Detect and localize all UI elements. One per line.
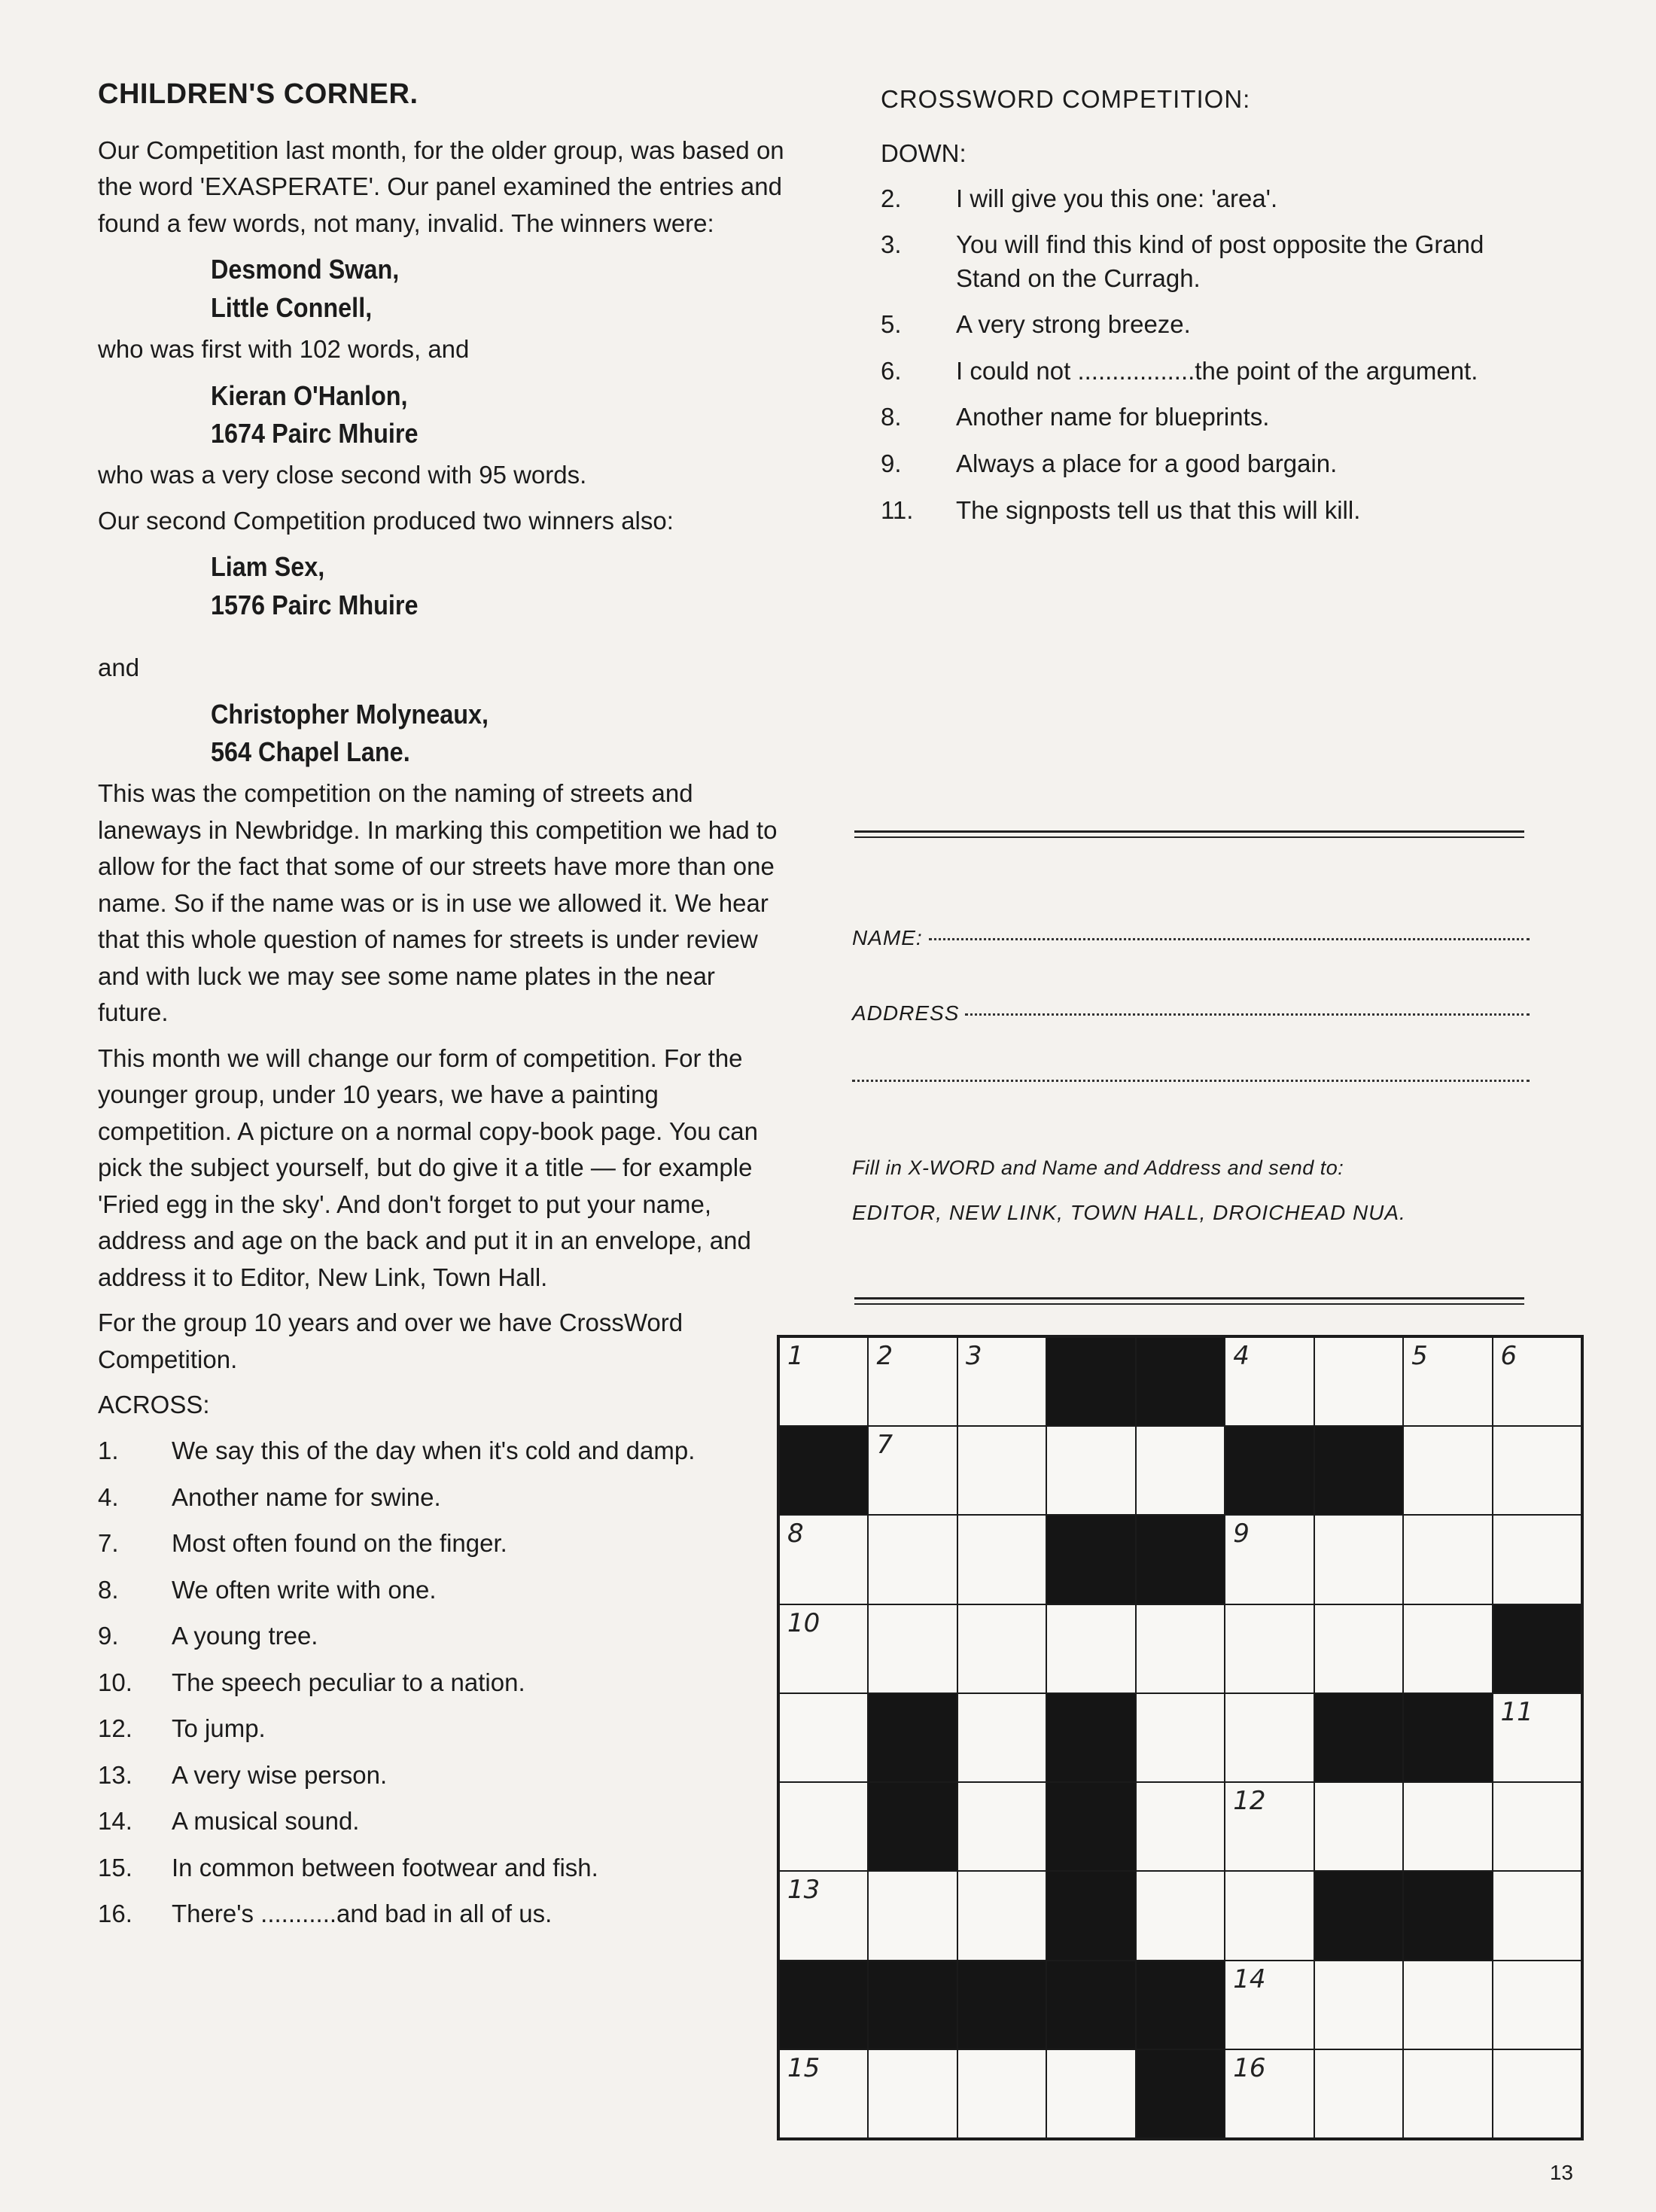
section-heading: CHILDREN'S CORNER.: [98, 78, 419, 110]
winner-name: Kieran O'Hanlon,: [211, 379, 408, 411]
grid-cell-black: [1136, 2049, 1225, 2138]
grid-cell-black: [1046, 1871, 1135, 1960]
clue-text: The signposts tell us that this will kill.: [956, 495, 1361, 524]
paragraph: This was the competition on the naming of streets and laneways in Newbridge. In marking this competition we had to allow for the fact that some of our streets have more than one name. So if the name was or is in use we allowed it. We hear that this whole question of names for streets is under review and with luck we may see some name plates in the near future.: [98, 779, 778, 1027]
clue-item: [881, 447, 1543, 481]
clue-item: [98, 1481, 790, 1515]
cell-number: 11: [1500, 1696, 1533, 1727]
grid-cell[interactable]: [1225, 1961, 1314, 2049]
clue-item: [881, 355, 1543, 388]
grid-cell-black: [868, 1961, 957, 2049]
grid-cell[interactable]: [957, 1693, 1046, 1782]
down-title: DOWN:: [881, 139, 967, 167]
grid-cell[interactable]: [1225, 1337, 1314, 1426]
clue-item: [881, 182, 1543, 216]
winner-note: who was a very close second with 95 words.: [98, 461, 587, 489]
grid-cell[interactable]: [1136, 1426, 1225, 1515]
clue-number: 6.: [881, 356, 902, 385]
grid-cell[interactable]: [1046, 1426, 1135, 1515]
cell-number: 7: [876, 1430, 893, 1461]
grid-cell[interactable]: [957, 1337, 1046, 1426]
page-number: 13: [1549, 2161, 1573, 2184]
clue-item: [881, 401, 1543, 434]
clue-item: [881, 308, 1543, 342]
grid-cell[interactable]: [779, 1693, 868, 1782]
winner-address: Little Connell,: [211, 291, 373, 323]
grid-cell-black: [1136, 1337, 1225, 1426]
clue-item: [881, 494, 1543, 528]
grid-cell-black: [1136, 1515, 1225, 1604]
clue-number: 2.: [881, 184, 902, 212]
cell-number: 3: [965, 1341, 982, 1371]
winner-name: Christopher Molyneaux,: [211, 698, 489, 730]
grid-cell[interactable]: [1136, 1604, 1225, 1693]
clue-number: 14.: [98, 1807, 132, 1836]
winner-address: 1674 Pairc Mhuire: [211, 418, 419, 449]
clue-number: 1.: [98, 1436, 119, 1464]
clue-number: 4.: [98, 1482, 119, 1511]
grid-cell[interactable]: [779, 1515, 868, 1604]
clue-number: 11.: [881, 495, 914, 524]
clue-text: You will find this kind of post opposite the Grand Stand on the Curragh.: [956, 230, 1484, 292]
clue-item: [98, 1712, 790, 1746]
grid-cell[interactable]: [1493, 1515, 1581, 1604]
grid-cell[interactable]: [1493, 1871, 1581, 1960]
grid-cell[interactable]: [868, 1337, 957, 1426]
clue-item: [98, 1434, 790, 1468]
grid-cell[interactable]: [1225, 1515, 1314, 1604]
grid-cell[interactable]: [1403, 1604, 1492, 1693]
clue-text: Another name for blueprints.: [956, 403, 1270, 431]
left-column: [98, 74, 790, 1944]
clue-text: I could not .................the point of the argument.: [956, 356, 1478, 385]
winner-address: 1576 Pairc Mhuire: [211, 589, 419, 620]
cell-number: 15: [787, 2052, 820, 2083]
grid-cell[interactable]: [1225, 1782, 1314, 1871]
clue-text: In common between footwear and fish.: [172, 1853, 598, 1881]
send-to-address: EDITOR, NEW LINK, TOWN HALL, DROICHEAD NUA.: [852, 1201, 1406, 1224]
down-clue-list: [881, 182, 1543, 527]
grid-cell-black: [1046, 1337, 1135, 1426]
grid-cell[interactable]: [868, 2049, 957, 2138]
instruction-text: Fill in X-WORD and Name and Address and send to:: [852, 1156, 1344, 1179]
grid-cell-black: [1314, 1693, 1403, 1782]
clue-text: We often write with one.: [172, 1575, 437, 1604]
dotted-line: [929, 938, 1530, 940]
winner-block: [211, 696, 732, 772]
crossword-grid: [777, 1335, 1584, 2140]
clue-number: 13.: [98, 1760, 132, 1789]
grid-cell[interactable]: [957, 1604, 1046, 1693]
name-field[interactable]: [852, 926, 1530, 950]
grid-cell[interactable]: [1046, 2049, 1135, 2138]
across-title: ACROSS:: [98, 1391, 210, 1419]
grid-cell[interactable]: [868, 1426, 957, 1515]
clue-number: 8.: [98, 1575, 119, 1604]
grid-cell-black: [868, 1693, 957, 1782]
cell-number: 13: [787, 1875, 820, 1906]
address-label: ADDRESS: [852, 1001, 960, 1025]
clue-number: 9.: [98, 1622, 119, 1650]
grid-cell[interactable]: [1136, 1693, 1225, 1782]
grid-cell[interactable]: [1493, 1693, 1581, 1782]
crossword-title: CROSSWORD COMPETITION:: [881, 85, 1251, 113]
grid-cell-black: [868, 1782, 957, 1871]
clue-number: 8.: [881, 403, 902, 431]
cell-number: 8: [787, 1519, 804, 1549]
cell-number: 14: [1233, 1964, 1266, 1994]
winner-name: Desmond Swan,: [211, 254, 400, 285]
clue-text: Always a place for a good bargain.: [956, 449, 1338, 477]
address-field[interactable]: [852, 1001, 1530, 1025]
grid-cell[interactable]: [868, 1515, 957, 1604]
grid-cell[interactable]: [957, 1871, 1046, 1960]
winner-block: [211, 251, 732, 327]
grid-cell[interactable]: [1225, 1871, 1314, 1960]
clue-text: There's ...........and bad in all of us.: [172, 1900, 553, 1928]
grid-cell[interactable]: [957, 1782, 1046, 1871]
clue-text: A very wise person.: [172, 1760, 388, 1789]
winner-note: who was first with 102 words, and: [98, 335, 470, 364]
grid-cell-black: [1225, 1426, 1314, 1515]
grid-cell[interactable]: [779, 1782, 868, 1871]
clue-text: A musical sound.: [172, 1807, 360, 1836]
grid-cell[interactable]: [1493, 1426, 1581, 1515]
clue-item: [98, 1666, 790, 1700]
dotted-line: [965, 1013, 1530, 1016]
cell-number: 4: [1233, 1341, 1250, 1371]
grid-cell[interactable]: [1314, 2049, 1403, 2138]
paragraph: This month we will change our form of competition. For the younger group, under 10 years, we have a painting competition. A picture on a normal copy-book page. You can pick the subject yourself, but do give it a title — for example 'Fried egg in the sky'. And don't forget to put your name, address and age on the back and put it in an envelope, and address it to Editor, New Link, Town Hall.: [98, 1044, 758, 1291]
grid-cell[interactable]: [1225, 2049, 1314, 2138]
clue-number: 3.: [881, 230, 902, 259]
clue-text: We say this of the day when it's cold and damp.: [172, 1436, 696, 1464]
clue-text: To jump.: [172, 1714, 266, 1743]
clue-number: 5.: [881, 310, 902, 339]
clue-text: A young tree.: [172, 1622, 318, 1650]
grid-cell-black: [1403, 1871, 1492, 1960]
grid-cell[interactable]: [1493, 2049, 1581, 2138]
clue-item: [98, 1574, 790, 1607]
grid-cell[interactable]: [957, 1426, 1046, 1515]
grid-cell[interactable]: [1403, 1426, 1492, 1515]
grid-cell[interactable]: [1403, 1782, 1492, 1871]
cell-number: 2: [876, 1341, 893, 1371]
clue-text: A very strong breeze.: [956, 310, 1191, 339]
grid-cell[interactable]: [868, 1604, 957, 1693]
clue-item: [98, 1897, 790, 1931]
grid-cell-black: [1403, 1693, 1492, 1782]
grid-cell[interactable]: [1403, 1961, 1492, 2049]
grid-cell[interactable]: [1314, 1515, 1403, 1604]
clue-item: [98, 1851, 790, 1885]
cell-number: 9: [1233, 1519, 1250, 1549]
clue-text: Another name for swine.: [172, 1482, 441, 1511]
grid-cell[interactable]: [1136, 1871, 1225, 1960]
clue-number: 16.: [98, 1900, 132, 1928]
grid-cell-black: [1314, 1426, 1403, 1515]
grid-cell-black: [1046, 1515, 1135, 1604]
grid-cell-black: [1046, 1782, 1135, 1871]
clue-number: 12.: [98, 1714, 132, 1743]
paragraph: For the group 10 years and over we have CrossWord Competition.: [98, 1309, 683, 1373]
winner-address: 564 Chapel Lane.: [211, 736, 410, 768]
grid-cell-black: [779, 1426, 868, 1515]
clue-text: The speech peculiar to a nation.: [172, 1668, 525, 1696]
winner-name: Liam Sex,: [211, 551, 325, 583]
clue-number: 15.: [98, 1853, 132, 1881]
grid-cell[interactable]: [1403, 1337, 1492, 1426]
grid-cell[interactable]: [1314, 1337, 1403, 1426]
grid-cell-black: [779, 1961, 868, 2049]
grid-cell-black: [1493, 1604, 1581, 1693]
winner-block: [211, 377, 732, 453]
grid-cell-black: [957, 1961, 1046, 2049]
grid-cell[interactable]: [1314, 1961, 1403, 2049]
dotted-line: [852, 1080, 1530, 1082]
grid-cell[interactable]: [1314, 1782, 1403, 1871]
divider-rule: [854, 830, 1524, 833]
winner-block: [211, 548, 732, 624]
clue-number: 9.: [881, 449, 902, 477]
grid-cell[interactable]: [957, 2049, 1046, 2138]
across-clue-list: [98, 1434, 790, 1931]
grid-cell[interactable]: [1225, 1693, 1314, 1782]
grid-cell[interactable]: [1046, 1604, 1135, 1693]
grid-cell-black: [1136, 1961, 1225, 2049]
grid-cell[interactable]: [1403, 1515, 1492, 1604]
cell-number: 1: [787, 1341, 804, 1371]
cell-number: 16: [1233, 2052, 1266, 2083]
clue-item: [881, 228, 1543, 295]
paragraph: Our Competition last month, for the older group, was based on the word 'EXASPERATE'. Our panel examined the entries and found a few words, not many, invalid. The winners were:: [98, 136, 784, 237]
clue-text: I will give you this one: 'area'.: [956, 184, 1278, 212]
grid-cell-black: [1314, 1871, 1403, 1960]
clue-item: [98, 1805, 790, 1839]
paragraph: Our second Competition produced two winners also:: [98, 506, 674, 535]
and-text: and: [98, 654, 140, 682]
clue-number: 7.: [98, 1529, 119, 1558]
grid-cell[interactable]: [1225, 1604, 1314, 1693]
grid-cell-black: [1046, 1693, 1135, 1782]
grid-cell[interactable]: [1493, 1782, 1581, 1871]
grid-cell[interactable]: [1314, 1604, 1403, 1693]
right-column: [881, 81, 1543, 540]
clue-item: [98, 1619, 790, 1653]
grid-cell[interactable]: [1493, 1961, 1581, 2049]
address-field-line-2[interactable]: [852, 1084, 1530, 1086]
grid-cell[interactable]: [957, 1515, 1046, 1604]
cell-number: 10: [787, 1607, 820, 1638]
grid-cell[interactable]: [1136, 1782, 1225, 1871]
grid-cell[interactable]: [868, 1871, 957, 1960]
grid-cell[interactable]: [1403, 2049, 1492, 2138]
name-label: NAME:: [852, 926, 923, 949]
grid-cell[interactable]: [779, 1871, 868, 1960]
divider-rule: [854, 1297, 1524, 1299]
cell-number: 12: [1233, 1786, 1266, 1817]
grid-cell[interactable]: [779, 1604, 868, 1693]
clue-item: [98, 1527, 790, 1561]
clue-item: [98, 1759, 790, 1793]
grid-cell[interactable]: [779, 1337, 868, 1426]
grid-cell[interactable]: [1493, 1337, 1581, 1426]
cell-number: 5: [1411, 1341, 1428, 1371]
cell-number: 6: [1500, 1341, 1517, 1371]
clue-text: Most often found on the finger.: [172, 1529, 507, 1558]
grid-cell[interactable]: [779, 2049, 868, 2138]
grid-cell-black: [1046, 1961, 1135, 2049]
clue-number: 10.: [98, 1668, 132, 1696]
